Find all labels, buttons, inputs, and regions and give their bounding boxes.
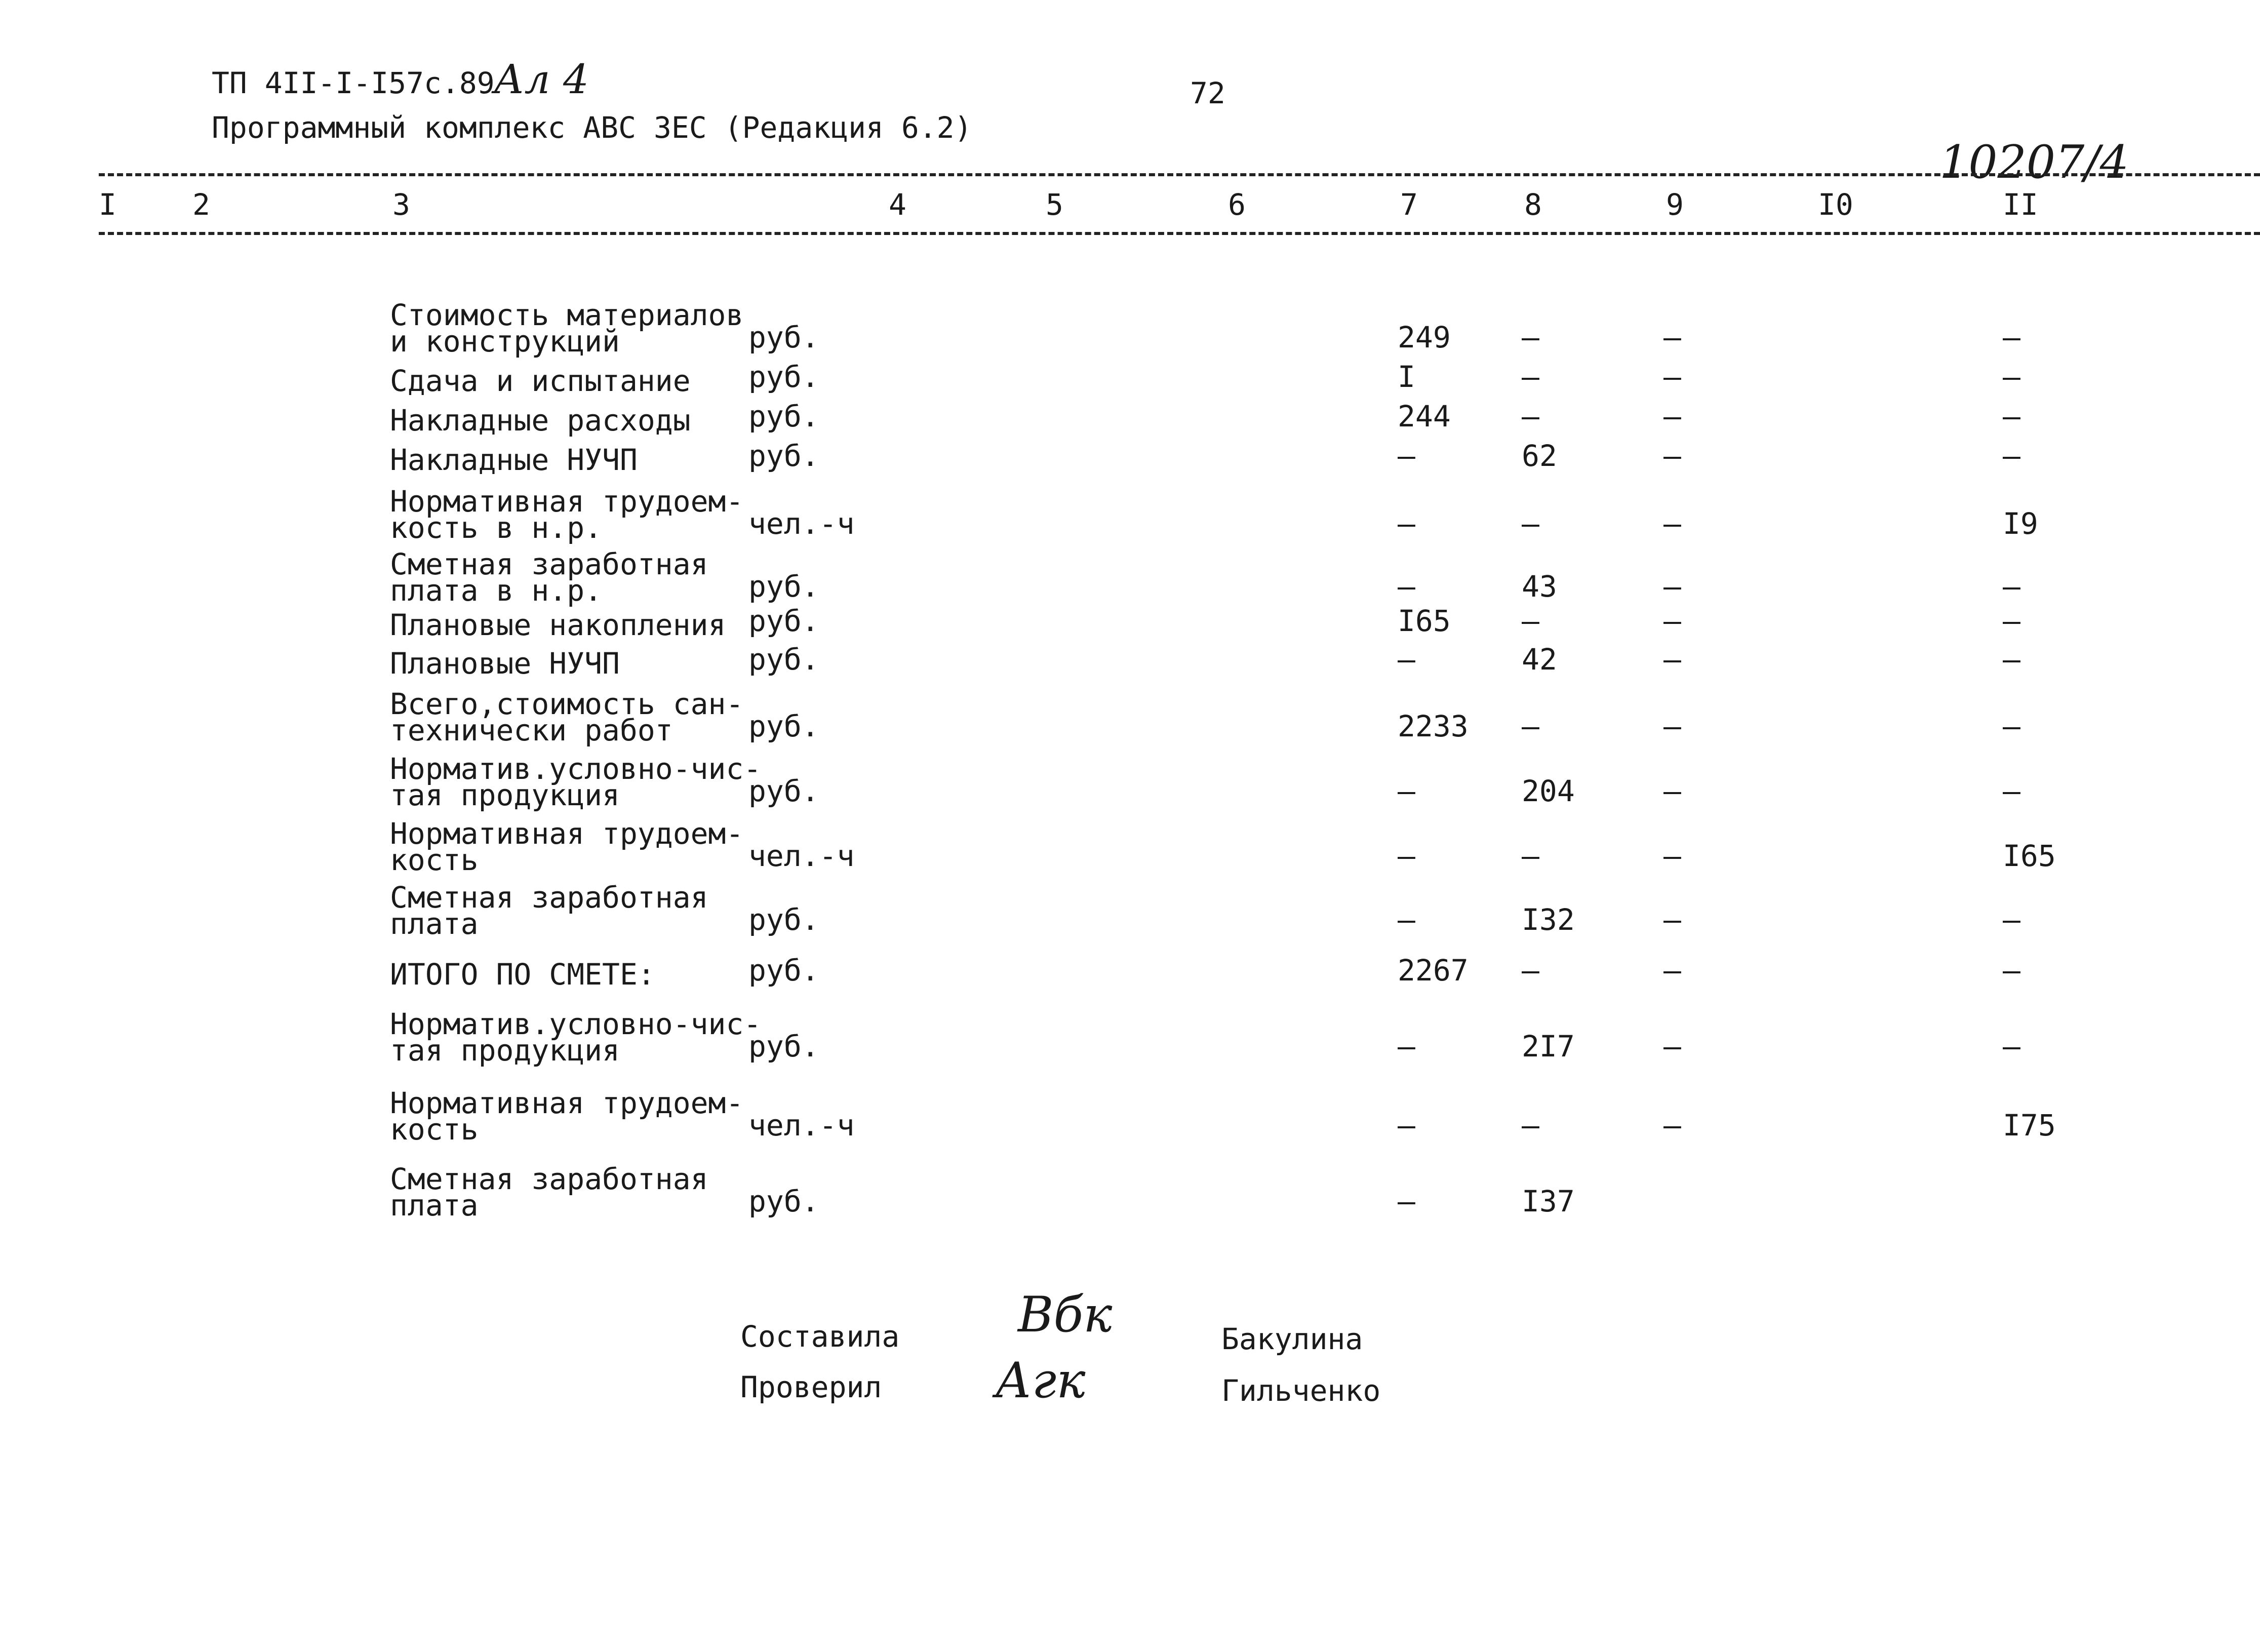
row-label: Стоимость материалов и конструкций bbox=[390, 298, 744, 359]
row-label: Плановые накопления bbox=[390, 608, 726, 642]
table-row bbox=[0, 743, 2260, 812]
cell-col9: – bbox=[1663, 839, 1681, 873]
cell-col8: 204 bbox=[1522, 774, 1575, 808]
checked-by-label: Проверил bbox=[740, 1370, 882, 1404]
column-number: I bbox=[99, 187, 116, 222]
row-unit: руб. bbox=[748, 1184, 819, 1218]
column-number: 5 bbox=[1046, 187, 1063, 222]
cell-col9: – bbox=[1663, 399, 1681, 434]
cell-col7: – bbox=[1398, 902, 1415, 937]
row-unit: руб. bbox=[748, 1029, 819, 1064]
column-number: 7 bbox=[1400, 187, 1418, 222]
row-label: Накладные расходы bbox=[390, 403, 691, 438]
row-label: Сдача и испытание bbox=[390, 364, 691, 398]
column-number: 8 bbox=[1524, 187, 1542, 222]
cell-col11: – bbox=[2003, 569, 2020, 604]
row-label: Нормативная трудоем- кость в н.р. bbox=[390, 484, 744, 545]
column-number: I0 bbox=[1818, 187, 1853, 222]
table-row bbox=[0, 1154, 2260, 1223]
table-row bbox=[0, 999, 2260, 1068]
cell-col9: – bbox=[1663, 360, 1681, 394]
row-label: Нормативная трудоем- кость bbox=[390, 816, 744, 877]
cell-col9: – bbox=[1663, 439, 1681, 473]
column-number: 2 bbox=[192, 187, 210, 222]
cell-col11: – bbox=[2003, 774, 2020, 808]
table-row bbox=[0, 679, 2260, 748]
table-row bbox=[0, 399, 2260, 438]
checked-by-name: Гильченко bbox=[1221, 1373, 1381, 1408]
cell-col7: – bbox=[1398, 1184, 1415, 1218]
cell-col7: 249 bbox=[1398, 320, 1451, 355]
cell-col11: – bbox=[2003, 439, 2020, 473]
row-label: ИТОГО ПО СМЕТЕ: bbox=[390, 957, 655, 992]
cell-col8: – bbox=[1522, 604, 1539, 638]
compiled-by-label: Составила bbox=[740, 1319, 900, 1354]
cell-col8: – bbox=[1522, 953, 1539, 988]
table-row bbox=[0, 947, 2260, 992]
row-unit: чел.-ч bbox=[748, 1108, 855, 1143]
row-unit: руб. bbox=[748, 642, 819, 677]
cell-col7: 2233 bbox=[1398, 709, 1469, 743]
cell-col7: – bbox=[1398, 839, 1415, 873]
cell-col9: – bbox=[1663, 774, 1681, 808]
cell-col11: – bbox=[2003, 320, 2020, 355]
cell-col7: – bbox=[1398, 439, 1415, 473]
cell-col7: – bbox=[1398, 569, 1415, 604]
cell-col9: – bbox=[1663, 569, 1681, 604]
cell-col8: I37 bbox=[1522, 1184, 1575, 1218]
cell-col8: – bbox=[1522, 506, 1539, 541]
cell-col9: – bbox=[1663, 604, 1681, 638]
row-unit: руб. bbox=[748, 953, 819, 988]
column-number: 9 bbox=[1666, 187, 1684, 222]
table-row bbox=[0, 476, 2260, 545]
document-subtitle: Программный комплекс АВС ЗЕС (Редакция 6.2) bbox=[212, 110, 972, 145]
cell-col11: – bbox=[2003, 399, 2020, 434]
cell-col11: I65 bbox=[2003, 839, 2056, 873]
cell-col8: I32 bbox=[1522, 902, 1575, 937]
row-label: Плановые НУЧП bbox=[390, 646, 620, 681]
row-label: Норматив.условно-чис- тая продукция bbox=[390, 1007, 762, 1068]
row-label: Всего,стоимость сан- технически работ bbox=[390, 687, 744, 748]
row-unit: руб. bbox=[748, 320, 819, 355]
cell-col11: – bbox=[2003, 360, 2020, 394]
cell-col8: 62 bbox=[1522, 439, 1557, 473]
cell-col11: I75 bbox=[2003, 1108, 2056, 1143]
cell-col9: – bbox=[1663, 1108, 1681, 1143]
cell-col7: – bbox=[1398, 506, 1415, 541]
top-rule bbox=[99, 173, 2260, 176]
table-row bbox=[0, 539, 2260, 608]
row-unit: руб. bbox=[748, 569, 819, 604]
cell-col8: – bbox=[1522, 1108, 1539, 1143]
row-unit: чел.-ч bbox=[748, 839, 855, 873]
row-label: Сметная заработная плата bbox=[390, 880, 708, 941]
table-row bbox=[0, 642, 2260, 681]
cell-col7: I65 bbox=[1398, 604, 1451, 638]
handwritten-mark: Ал 4 bbox=[494, 56, 589, 103]
cell-col11: I9 bbox=[2003, 506, 2038, 541]
cell-col7: – bbox=[1398, 774, 1415, 808]
cell-col9: – bbox=[1663, 709, 1681, 743]
compiled-by-signature: Вбк bbox=[1018, 1286, 1113, 1343]
cell-col7: – bbox=[1398, 1029, 1415, 1064]
cell-col8: – bbox=[1522, 399, 1539, 434]
table-row bbox=[0, 872, 2260, 941]
cell-col8: – bbox=[1522, 709, 1539, 743]
cell-col7: I bbox=[1398, 360, 1415, 394]
cell-col7: – bbox=[1398, 642, 1415, 677]
cell-col11: – bbox=[2003, 902, 2020, 937]
cell-col9: – bbox=[1663, 953, 1681, 988]
cell-col8: 42 bbox=[1522, 642, 1557, 677]
cell-col8: – bbox=[1522, 320, 1539, 355]
row-unit: руб. bbox=[748, 360, 819, 394]
cell-col8: 43 bbox=[1522, 569, 1557, 604]
row-label: Норматив.условно-чис- тая продукция bbox=[390, 752, 762, 812]
row-label: Нормативная трудоем- кость bbox=[390, 1086, 744, 1147]
cell-col9: – bbox=[1663, 1029, 1681, 1064]
row-label: Накладные НУЧП bbox=[390, 443, 638, 477]
cell-col11: – bbox=[2003, 604, 2020, 638]
cell-col9: – bbox=[1663, 506, 1681, 541]
table-row bbox=[0, 439, 2260, 477]
compiled-by-name: Бакулина bbox=[1221, 1322, 1363, 1356]
cell-col11: – bbox=[2003, 1029, 2020, 1064]
cell-col7: – bbox=[1398, 1108, 1415, 1143]
column-number: 4 bbox=[889, 187, 906, 222]
table-row bbox=[0, 808, 2260, 877]
cell-col11: – bbox=[2003, 709, 2020, 743]
row-label: Сметная заработная плата в н.р. bbox=[390, 547, 708, 608]
column-number: 6 bbox=[1228, 187, 1246, 222]
cell-col11: – bbox=[2003, 642, 2020, 677]
cell-col9: – bbox=[1663, 320, 1681, 355]
column-number: II bbox=[2003, 187, 2038, 222]
row-label: Сметная заработная плата bbox=[390, 1162, 708, 1223]
cell-col11: – bbox=[2003, 953, 2020, 988]
cell-col7: 2267 bbox=[1398, 953, 1469, 988]
table-row bbox=[0, 1078, 2260, 1147]
row-unit: руб. bbox=[748, 774, 819, 808]
table-row bbox=[0, 360, 2260, 398]
cell-col9: – bbox=[1663, 902, 1681, 937]
row-unit: руб. bbox=[748, 399, 819, 434]
row-unit: руб. bbox=[748, 709, 819, 743]
row-unit: руб. bbox=[748, 439, 819, 473]
row-unit: руб. bbox=[748, 902, 819, 937]
checked-by-signature: Агк bbox=[995, 1352, 1086, 1409]
document-number: 10207/4 bbox=[1939, 136, 2129, 189]
cell-col7: 244 bbox=[1398, 399, 1451, 434]
cell-col8: – bbox=[1522, 839, 1539, 873]
header-bottom-rule bbox=[99, 232, 2260, 235]
table-row bbox=[0, 604, 2260, 642]
page-number: 72 bbox=[1190, 76, 1225, 110]
cell-col8: 2I7 bbox=[1522, 1029, 1575, 1064]
row-unit: чел.-ч bbox=[748, 506, 855, 541]
column-number: 3 bbox=[392, 187, 410, 222]
cell-col8: – bbox=[1522, 360, 1539, 394]
row-unit: руб. bbox=[748, 604, 819, 638]
document-code: ТП 4II-I-I57с.89 bbox=[212, 66, 495, 100]
cell-col9: – bbox=[1663, 642, 1681, 677]
table-row bbox=[0, 294, 2260, 359]
